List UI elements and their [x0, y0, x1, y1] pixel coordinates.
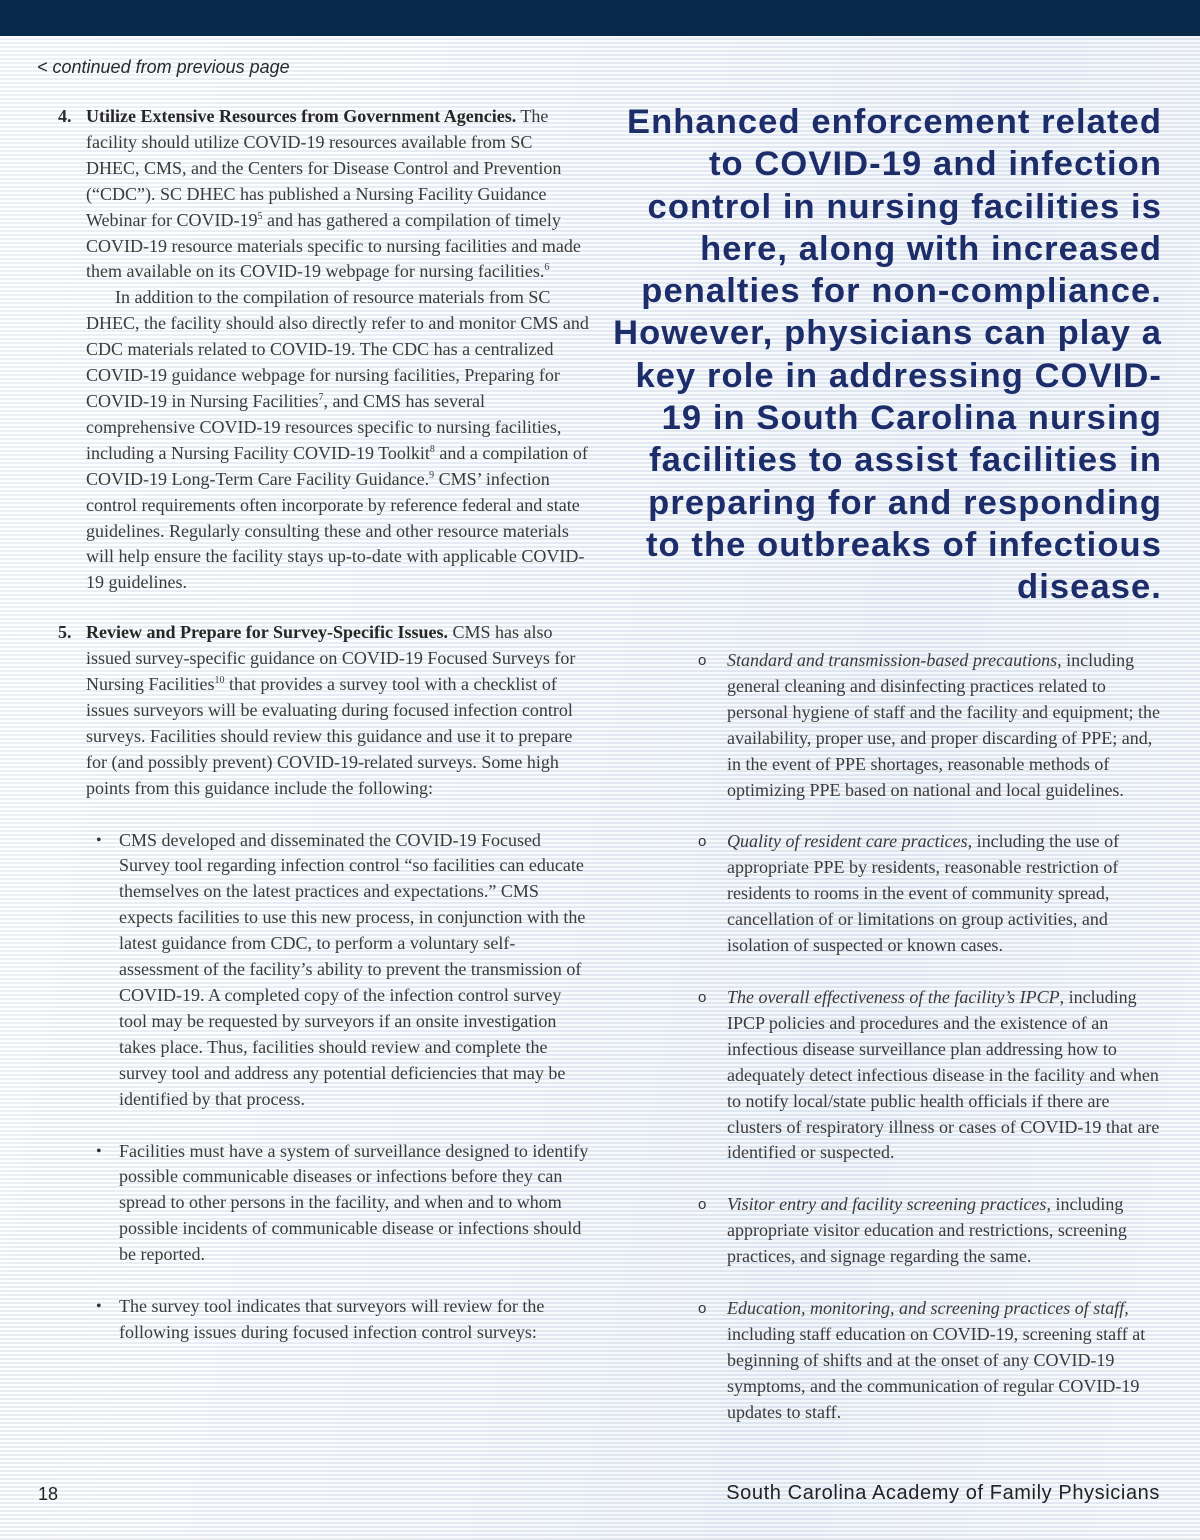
bullet-text: Facilities must have a system of surveillance designed to identify possible communicable diseases or infections before they can spread to other persons in the facility, and when and to whom possible incidents of communicable disease or infections should be reported.	[119, 1140, 589, 1265]
circle-bullet-icon: o	[698, 988, 707, 1006]
footnote-ref: 8	[429, 443, 435, 455]
bullet-text: The survey tool indicates that surveyors will review for the following issues during focused infection control surveys:	[119, 1296, 545, 1342]
top-banner	[0, 0, 1200, 36]
paragraph	[86, 620, 590, 801]
survey-issue-item	[698, 985, 1168, 1166]
circle-bullet-icon: o	[698, 1300, 707, 1318]
item-body	[86, 620, 590, 1372]
issue-text: , including appropriate visitor education and restrictions, screening practices, and signage regarding the same.	[727, 1194, 1127, 1267]
issue-title: The overall effectiveness of the facility’s IPCP	[727, 986, 1060, 1007]
bullet-item	[86, 1294, 590, 1346]
text-span: CMS’ infection control requirements often incorporate by reference federal and state guidelines. Regularly consulting these and other resource materials will help ensure the facility stays up-to-date with applicable COVID-19 guidelines.	[86, 468, 585, 593]
circle-bullet-icon: o	[698, 1196, 707, 1214]
bullet-list	[86, 828, 590, 1346]
issue-title: Quality of resident care practices	[727, 831, 968, 852]
text-span: that provides a survey tool with a checklist of issues surveyors will be evaluating during focused infection control surveys. Facilities should review this guidance and use it to prepare for (and possibly prevent) COVID-19-related surveys. Some high points from this guidance include the following:	[86, 674, 573, 798]
text-span: and has gathered a compilation of timely COVID-19 resource materials specific to nursing facilities and made them available on its COVID-19 webpage for nursing facilities.	[86, 209, 581, 282]
survey-issue-item	[698, 1192, 1168, 1270]
footnote-ref: 10	[214, 675, 225, 687]
item-body	[86, 104, 590, 596]
bullet-item	[86, 828, 590, 1113]
publication-name: South Carolina Academy of Family Physicians	[726, 1482, 1160, 1504]
footnote-ref: 6	[544, 262, 550, 274]
page-number: 18	[38, 1484, 59, 1504]
item-number: 5.	[58, 622, 72, 643]
text-span: CMS has also issued survey-specific guidance on COVID-19 Focused Surveys for Nursing Facilities	[86, 622, 576, 695]
issue-text: , including IPCP policies and procedures and the existence of an infectious disease surveillance plan addressing how to adequately detect infectious disease in the facility and when to notify local/state public health officials if there are clusters of respiratory illness or cases of COVID-19 that are identified or suspected.	[727, 986, 1160, 1163]
survey-issue-item	[698, 829, 1168, 959]
numbered-item-5	[58, 620, 590, 1372]
issue-text: , including general cleaning and disinfecting practices related to personal hygiene of staff and the facility and equipment; the availability, proper use, and proper discarding of PPE; and, in the event of PPE shortages, reasonable methods of optimizing PPE based on national and local guidelines.	[727, 650, 1161, 800]
circle-bullet-icon: o	[698, 652, 707, 669]
bullet-icon: •	[96, 831, 102, 849]
text-span: The facility should utilize COVID-19 resources available from SC DHEC, CMS, and the Centers for Disease Control and Prevention (“CDC”). SC DHEC has published a Nursing Facility Guidance Webinar for COVID-19	[86, 106, 562, 230]
issue-text: , including the use of appropriate PPE by residents, reasonable restriction of residents to rooms in the event of community spread, cancellation of or limitations on group activities, and isolation of suspected or known cases.	[727, 831, 1120, 956]
paragraph	[86, 285, 590, 596]
circle-bullet-icon: o	[698, 833, 707, 851]
paragraph	[86, 104, 590, 285]
survey-issue-item	[698, 648, 1168, 803]
item-lead: Review and Prepare for Survey-Specific Issues.	[86, 622, 448, 643]
right-column	[698, 648, 1168, 1452]
footnote-ref: 5	[257, 210, 263, 222]
footnote-ref: 9	[429, 469, 435, 481]
item-lead: Utilize Extensive Resources from Government Agencies.	[86, 106, 517, 126]
bullet-icon: •	[96, 1298, 102, 1316]
issue-title: Standard and transmission-based precautions	[727, 650, 1058, 670]
left-column	[58, 104, 590, 1396]
text-span: In addition to the compilation of resource materials from SC DHEC, the facility should also directly refer to and monitor CMS and CDC materials related to COVID-19. The CDC has a centralized COVID-19 guidance webpage for nursing facilities, Preparing for COVID-19 in Nursing Facilities	[86, 287, 589, 411]
survey-issues-list	[698, 648, 1168, 1426]
numbered-item-4	[58, 104, 590, 596]
survey-issue-item	[698, 1296, 1168, 1426]
bullet-icon: •	[96, 1142, 102, 1160]
item-number: 4.	[58, 106, 72, 126]
continued-note: < continued from previous page	[37, 57, 290, 77]
bullet-item	[86, 1139, 590, 1269]
text-span: and a compilation of COVID-19 Long-Term Care Facility Guidance.	[86, 442, 588, 489]
issue-title: Education, monitoring, and screening practices of staff,	[727, 1298, 1129, 1319]
issue-title: Visitor entry and facility screening practices	[727, 1194, 1047, 1215]
pull-quote: Enhanced enforcement related to COVID-19 and infection control in nursing facilities is here, along with increased penalties for non-compliance. However, physicians can play a key role in addressing COVID-19 in South Carolina nursing facilities to assist facilities in preparing for and responding to the outbreaks of infectious disease.	[613, 103, 1162, 607]
footnote-ref: 7	[318, 391, 324, 403]
issue-text: including staff education on COVID-19, screening staff at beginning of shifts and at the onset of any COVID-19 symptoms, and the communication of regular COVID-19 updates to staff.	[727, 1323, 1146, 1422]
bullet-text: CMS developed and disseminated the COVID-19 Focused Survey tool regarding infection control “so facilities can educate themselves on the latest practices and expectations.” CMS expects facilities to use this new process, in conjunction with the latest guidance from CDC, to perform a voluntary self-assessment of the facility’s ability to prevent the transmission of COVID-19. A completed copy of the infection control survey tool may be requested by surveyors if an onsite investigation takes place. Thus, facilities should review and complete the survey tool and address any potential deficiencies that may be identified by that process.	[119, 829, 586, 1109]
text-span: , and CMS has several comprehensive COVID-19 resources specific to nursing facilities, including a Nursing Facility COVID-19 Toolkit	[86, 390, 562, 463]
